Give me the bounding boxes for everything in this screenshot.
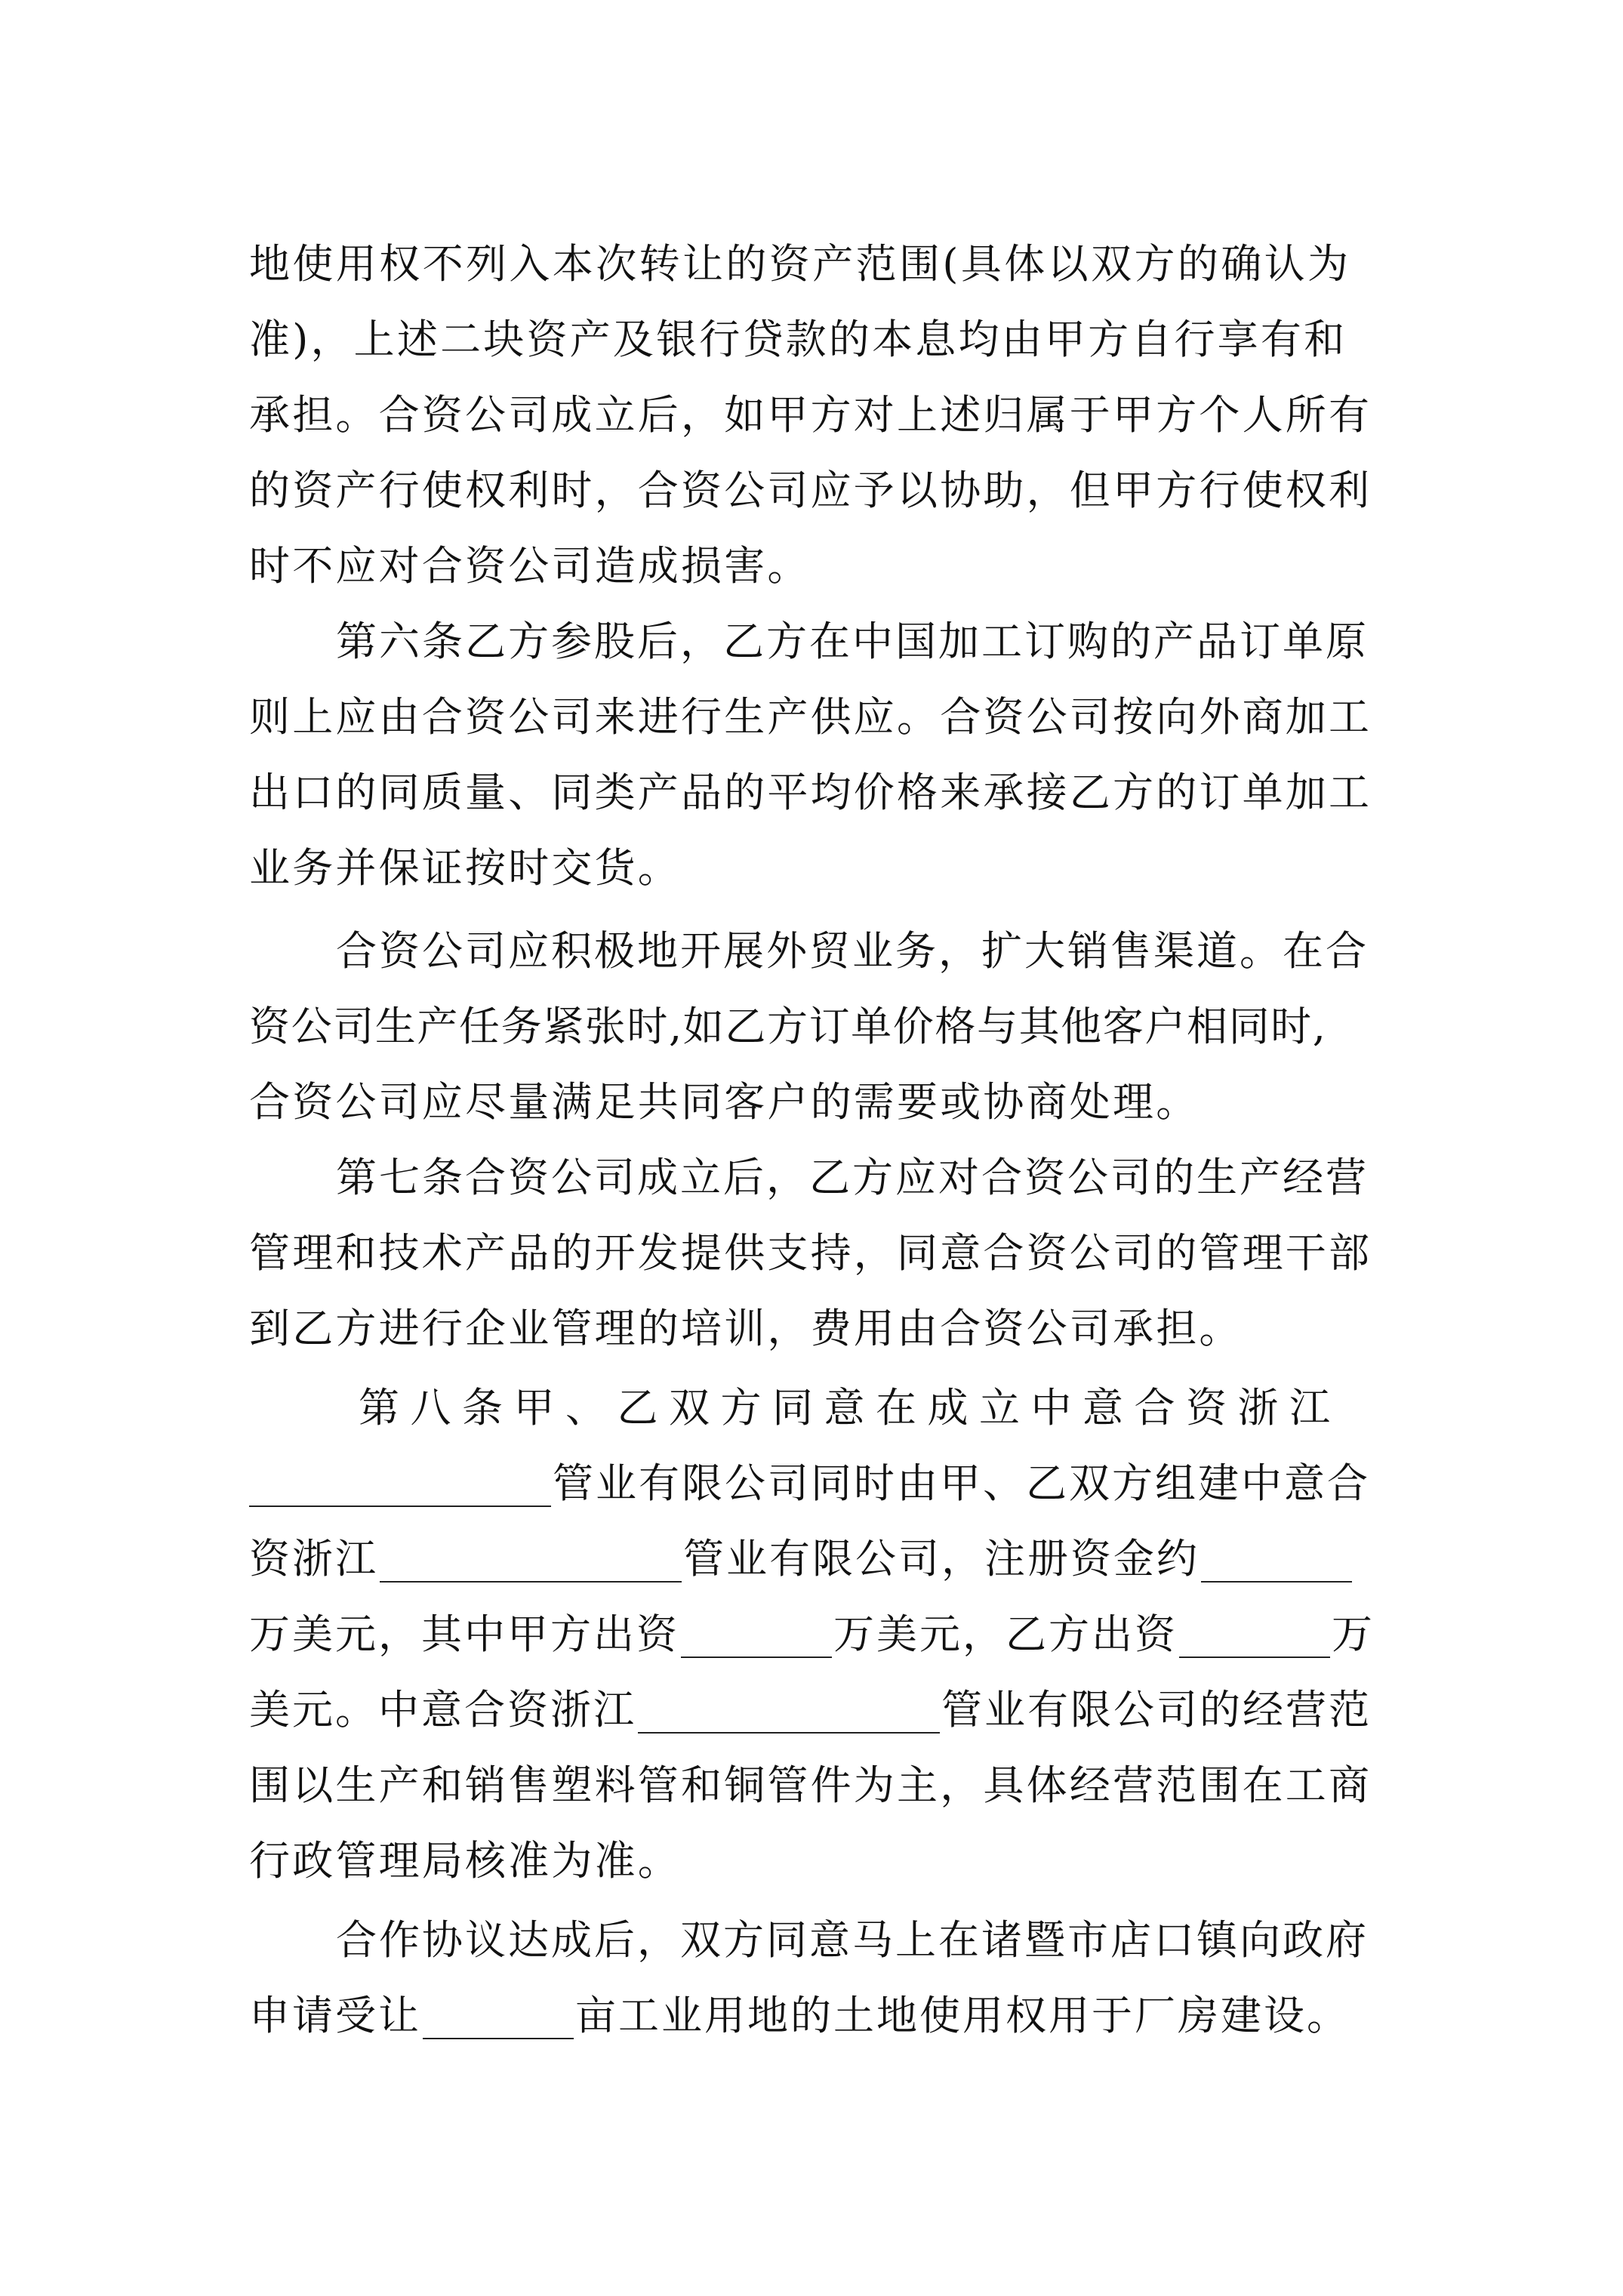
text-segment: 万美元，其中甲方出资 (249, 1610, 679, 1658)
text-line (249, 831, 1381, 906)
text-segment: 合作协议达成后，双方同意马上在诸暨市店口镇向政府 (336, 1916, 1369, 1964)
text-segment: 资浙江 (249, 1535, 378, 1583)
text-line (336, 1903, 1381, 1978)
text-line (249, 227, 1381, 302)
text-line (249, 1823, 1381, 1899)
text-segment: 万美元，乙方出资 (833, 1610, 1178, 1658)
text-line (249, 1216, 1381, 1291)
text-line (249, 1065, 1381, 1140)
text-line (249, 1597, 1381, 1672)
text-segment: 万 (1332, 1610, 1372, 1658)
text-segment: 管业有限公司同时由甲、乙双方组建中意合 (553, 1459, 1370, 1507)
text-segment: 第八条甲、乙双方同意在成立中意合资浙江 (359, 1384, 1341, 1432)
text-line (249, 755, 1381, 831)
text-segment: 管业有限公司的经营范 (941, 1686, 1372, 1734)
text-segment: 承担。合资公司成立后，如甲方对上述归属于甲方个人所有 (249, 391, 1372, 439)
text-segment: 美元。中意合资浙江 (249, 1686, 636, 1734)
text-line (359, 1370, 1381, 1446)
fill-in-blank[interactable] (1179, 1611, 1330, 1658)
text-segment: 时不应对合资公司造成损害。 (249, 542, 811, 590)
text-segment: 准)，上述二块资产及银行贷款的本息均由甲方自行享有和 (249, 316, 1347, 363)
fill-in-blank[interactable] (423, 1992, 574, 2039)
text-segment: 第七条合资公司成立后，乙方应对合资公司的生产经营 (336, 1154, 1369, 1201)
text-line (336, 914, 1381, 989)
fill-in-blank[interactable] (380, 1536, 682, 1583)
text-segment: 地使用权不列入本次转让的资产范围(具体以双方的确认为 (249, 240, 1351, 288)
text-line (249, 378, 1381, 453)
text-segment: 行政管理局核准为准。 (249, 1837, 681, 1885)
text-segment: 业务并保证按时交货。 (249, 844, 681, 892)
text-line (249, 1521, 1381, 1597)
text-line (336, 604, 1381, 680)
text-line (336, 1140, 1381, 1216)
text-line (249, 302, 1381, 378)
text-line (249, 1978, 1381, 2054)
text-line (249, 680, 1381, 755)
text-segment: 合资公司应积极地开展外贸业务，扩大销售渠道。在合 (336, 927, 1369, 975)
text-segment: 则上应由合资公司来进行生产供应。合资公司按向外商加工 (249, 693, 1372, 741)
text-segment: 的资产行使权利时，合资公司应予以协助，但甲方行使权利 (249, 467, 1372, 514)
text-segment: 合资公司应尽量满足共同客户的需要或协商处理。 (249, 1078, 1200, 1126)
text-segment: 出口的同质量、同类产品的平均价格来承接乙方的订单加工 (249, 769, 1372, 816)
text-line (249, 529, 1381, 604)
text-segment: 亩工业用地的土地使用权用于厂房建设。 (575, 1992, 1350, 2039)
fill-in-blank[interactable] (681, 1611, 832, 1658)
fill-in-blank[interactable] (249, 1460, 551, 1507)
fill-in-blank[interactable] (638, 1687, 940, 1734)
text-segment: 到乙方进行企业管理的培训，费用由合资公司承担。 (249, 1305, 1243, 1352)
text-segment: 管业有限公司，注册资金约 (683, 1535, 1200, 1583)
text-line (249, 1672, 1381, 1748)
text-line (249, 1291, 1381, 1367)
text-segment: 管理和技术产品的开发提供支持，同意合资公司的管理干部 (249, 1229, 1372, 1277)
text-line (249, 1446, 1381, 1521)
text-segment: 资公司生产任务紧张时,如乙方订单价格与其他客户相同时, (249, 1003, 1327, 1050)
text-line (249, 1748, 1381, 1823)
text-segment: 第六条乙方参股后，乙方在中国加工订购的产品订单原 (336, 618, 1369, 665)
text-line (249, 989, 1381, 1065)
text-segment: 申请受让 (249, 1992, 421, 2039)
text-segment: 围以生产和销售塑料管和铜管件为主，具体经营范围在工商 (249, 1761, 1372, 1809)
fill-in-blank[interactable] (1201, 1536, 1352, 1583)
text-line (249, 453, 1381, 529)
